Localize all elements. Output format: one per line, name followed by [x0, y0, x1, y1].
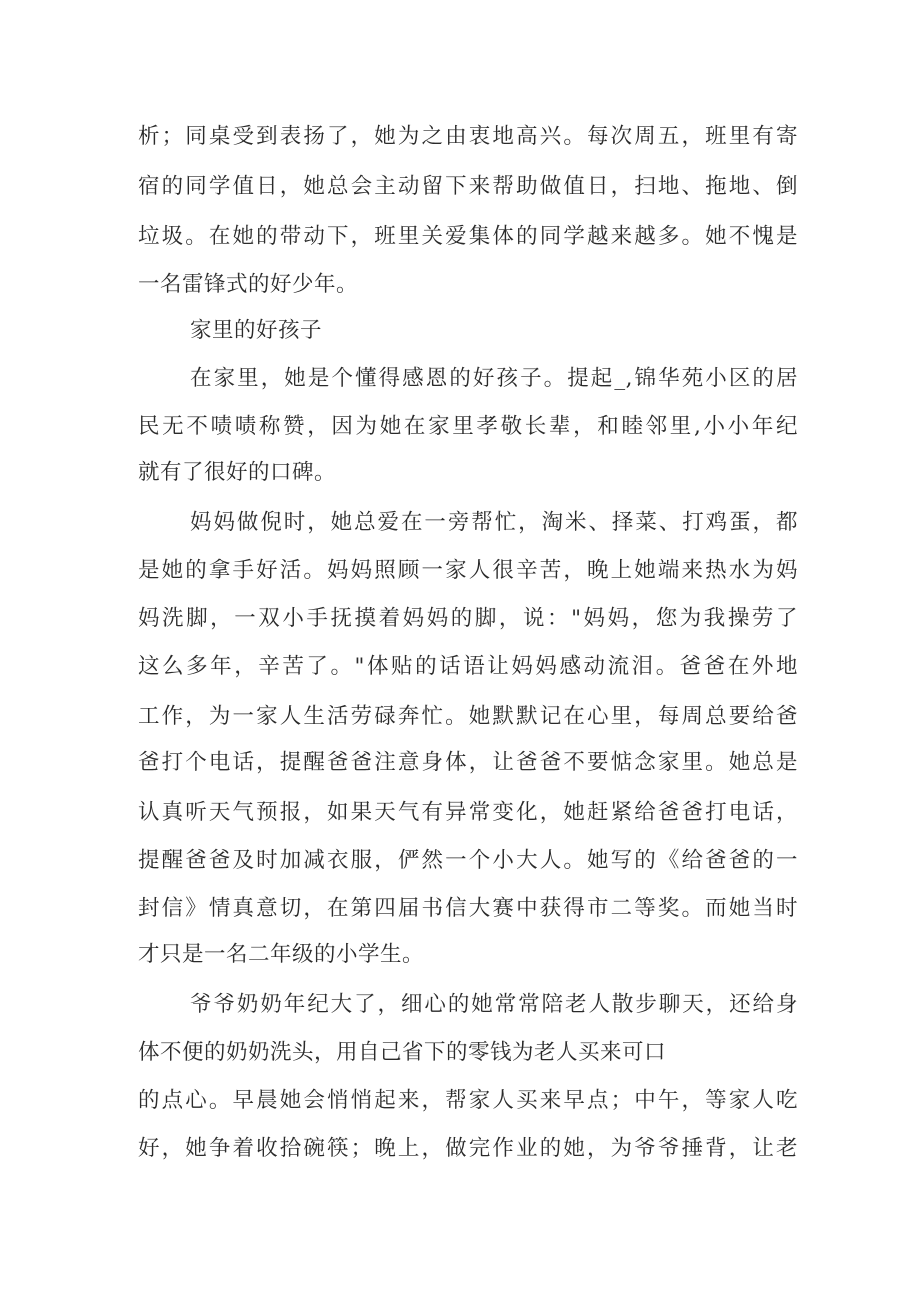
text-line: 在家里，她是个懂得感恩的好孩子。提起_,锦华苑小区的居 [190, 366, 798, 391]
text-line: 垃圾。在她的带动下，班里关爱集体的同学越来越多。她不愧是 [138, 224, 798, 249]
text-line: 是她的拿手好活。妈妈照顾一家人很辛苦，晚上她端来热水为妈 [138, 558, 798, 583]
text-line: 才只是一名二年级的小学生。 [138, 942, 425, 967]
text-line: 一名雷锋式的好少年。 [138, 272, 359, 297]
text-line: 爷爷奶奶年纪大了，细心的她常常陪老人散步聊天，还给身 [190, 992, 798, 1017]
text-line: 妈妈做倪时，她总爱在一旁帮忙，淘米、择菜、打鸡蛋，都 [190, 510, 798, 535]
text-line: 析；同桌受到表扬了，她为之由衷地高兴。每次周五，班里有寄 [138, 124, 798, 149]
text-line: 就有了很好的口碑。 [138, 460, 337, 485]
text-line: 妈洗脚，一双小手抚摸着妈妈的脚，说："妈妈，您为我操劳了 [138, 606, 798, 631]
text-line: 爸打个电话，提醒爸爸注意身体，让爸爸不要惦念家里。她总是 [138, 750, 798, 775]
text-line: 这么多年，辛苦了。"体贴的话语让妈妈感动流泪。爸爸在外地 [138, 654, 798, 679]
text-line: 认真听天气预报，如果天气有异常变化，她赶紧给爸爸打电话， [138, 800, 798, 825]
text-line: 体不便的奶奶洗头，用自己省下的零钱为老人买来可口 [138, 1040, 667, 1065]
text-line: 的点心。早晨她会悄悄起来，帮家人买来早点；中午，等家人吃 [138, 1088, 798, 1113]
section-heading: 家里的好孩子 [190, 318, 323, 343]
text-line: 好，她争着收拾碗筷；晚上，做完作业的她，为爷爷捶背，让老 [138, 1136, 798, 1161]
text-line: 民无不啧啧称赞，因为她在家里孝敬长辈，和睦邻里,小小年纪 [138, 414, 798, 439]
text-line: 工作，为一家人生活劳碌奔忙。她默默记在心里，每周总要给爸 [138, 704, 798, 729]
text-line: 提醒爸爸及时加减衣服，俨然一个小大人。她写的《给爸爸的一 [138, 848, 798, 873]
text-line: 封信》情真意切，在第四届书信大赛中获得市二等奖。而她当时 [138, 896, 798, 921]
text-line: 宿的同学值日，她总会主动留下来帮助做值日，扫地、拖地、倒 [138, 174, 798, 199]
